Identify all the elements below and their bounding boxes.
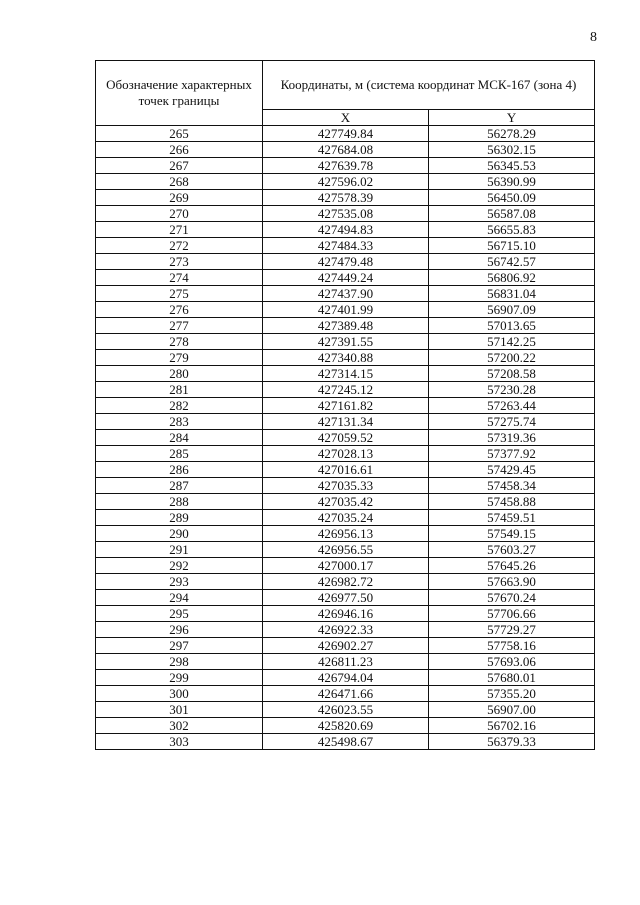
y-coordinate-cell: 56345.53 xyxy=(429,158,595,174)
x-coordinate-cell: 425820.69 xyxy=(263,718,429,734)
table-row xyxy=(96,366,595,382)
point-id-cell: 272 xyxy=(96,238,263,254)
point-id-cell: 287 xyxy=(96,478,263,494)
table-row xyxy=(96,334,595,350)
y-coordinate-cell: 56302.15 xyxy=(429,142,595,158)
table-row xyxy=(96,462,595,478)
x-coordinate-cell: 427391.55 xyxy=(263,334,429,350)
x-coordinate-cell: 427479.48 xyxy=(263,254,429,270)
point-id-cell: 293 xyxy=(96,574,263,590)
point-id-cell: 276 xyxy=(96,302,263,318)
x-coordinate-cell: 427035.33 xyxy=(263,478,429,494)
y-coordinate-cell: 57458.88 xyxy=(429,494,595,510)
point-id-cell: 270 xyxy=(96,206,263,222)
x-coordinate-cell: 426902.27 xyxy=(263,638,429,654)
table-row xyxy=(96,446,595,462)
y-coordinate-cell: 57549.15 xyxy=(429,526,595,542)
point-id-cell: 303 xyxy=(96,734,263,750)
y-coordinate-cell: 56450.09 xyxy=(429,190,595,206)
table-row xyxy=(96,238,595,254)
x-coordinate-cell: 427437.90 xyxy=(263,286,429,302)
table-row xyxy=(96,430,595,446)
x-coordinate-cell: 426471.66 xyxy=(263,686,429,702)
y-coordinate-cell: 56907.00 xyxy=(429,702,595,718)
table-row xyxy=(96,318,595,334)
table-row xyxy=(96,414,595,430)
x-coordinate-cell: 427035.24 xyxy=(263,510,429,526)
y-coordinate-cell: 56715.10 xyxy=(429,238,595,254)
y-coordinate-cell: 57142.25 xyxy=(429,334,595,350)
x-coordinate-cell: 427596.02 xyxy=(263,174,429,190)
y-coordinate-cell: 56390.99 xyxy=(429,174,595,190)
point-id-cell: 285 xyxy=(96,446,263,462)
point-id-cell: 275 xyxy=(96,286,263,302)
x-coordinate-cell: 427000.17 xyxy=(263,558,429,574)
point-id-cell: 280 xyxy=(96,366,263,382)
table-row xyxy=(96,734,595,750)
table-row xyxy=(96,222,595,238)
table-row xyxy=(96,350,595,366)
point-id-cell: 298 xyxy=(96,654,263,670)
point-id-cell: 286 xyxy=(96,462,263,478)
y-coordinate-cell: 56806.92 xyxy=(429,270,595,286)
point-id-cell: 291 xyxy=(96,542,263,558)
point-id-cell: 284 xyxy=(96,430,263,446)
point-id-cell: 292 xyxy=(96,558,263,574)
y-coordinate-cell: 56831.04 xyxy=(429,286,595,302)
y-coordinate-cell: 56379.33 xyxy=(429,734,595,750)
x-coordinate-cell: 426956.13 xyxy=(263,526,429,542)
y-coordinate-cell: 57729.27 xyxy=(429,622,595,638)
table-row xyxy=(96,638,595,654)
table-row xyxy=(96,590,595,606)
y-coordinate-cell: 57355.20 xyxy=(429,686,595,702)
y-coordinate-cell: 57013.65 xyxy=(429,318,595,334)
x-coordinate-cell: 427484.33 xyxy=(263,238,429,254)
x-coordinate-cell: 427494.83 xyxy=(263,222,429,238)
table-row xyxy=(96,142,595,158)
x-coordinate-cell: 425498.67 xyxy=(263,734,429,750)
table-row xyxy=(96,206,595,222)
point-id-cell: 290 xyxy=(96,526,263,542)
y-coordinate-cell: 57200.22 xyxy=(429,350,595,366)
table-row xyxy=(96,174,595,190)
point-id-cell: 299 xyxy=(96,670,263,686)
table-row xyxy=(96,190,595,206)
table-row xyxy=(96,510,595,526)
x-coordinate-cell: 427578.39 xyxy=(263,190,429,206)
table-row xyxy=(96,558,595,574)
y-coordinate-cell: 56587.08 xyxy=(429,206,595,222)
table-row xyxy=(96,606,595,622)
x-coordinate-cell: 427449.24 xyxy=(263,270,429,286)
point-id-cell: 289 xyxy=(96,510,263,526)
y-coordinate-cell: 57758.16 xyxy=(429,638,595,654)
x-coordinate-cell: 427131.34 xyxy=(263,414,429,430)
point-id-cell: 265 xyxy=(96,126,263,142)
point-id-cell: 301 xyxy=(96,702,263,718)
point-id-cell: 266 xyxy=(96,142,263,158)
table-row xyxy=(96,574,595,590)
y-coordinate-cell: 57663.90 xyxy=(429,574,595,590)
point-id-cell: 300 xyxy=(96,686,263,702)
y-coordinate-cell: 57377.92 xyxy=(429,446,595,462)
point-id-cell: 269 xyxy=(96,190,263,206)
x-coordinate-cell: 426794.04 xyxy=(263,670,429,686)
x-coordinate-cell: 426956.55 xyxy=(263,542,429,558)
table-row xyxy=(96,542,595,558)
point-id-cell: 268 xyxy=(96,174,263,190)
table-row xyxy=(96,270,595,286)
page-number: 8 xyxy=(590,30,597,45)
point-id-cell: 274 xyxy=(96,270,263,286)
point-id-cell: 271 xyxy=(96,222,263,238)
table-row xyxy=(96,654,595,670)
table-row xyxy=(96,286,595,302)
y-coordinate-cell: 57670.24 xyxy=(429,590,595,606)
y-coordinate-cell: 57319.36 xyxy=(429,430,595,446)
x-coordinate-cell: 426811.23 xyxy=(263,654,429,670)
table-row xyxy=(96,622,595,638)
table-row xyxy=(96,158,595,174)
table-row xyxy=(96,686,595,702)
point-id-cell: 283 xyxy=(96,414,263,430)
x-coordinate-cell: 427389.48 xyxy=(263,318,429,334)
y-coordinate-cell: 57208.58 xyxy=(429,366,595,382)
y-coordinate-cell: 56655.83 xyxy=(429,222,595,238)
table-row xyxy=(96,382,595,398)
table-row xyxy=(96,478,595,494)
y-coordinate-cell: 57263.44 xyxy=(429,398,595,414)
y-coordinate-cell: 56278.29 xyxy=(429,126,595,142)
y-coordinate-cell: 57275.74 xyxy=(429,414,595,430)
x-coordinate-cell: 426946.16 xyxy=(263,606,429,622)
point-id-cell: 294 xyxy=(96,590,263,606)
x-coordinate-cell: 427016.61 xyxy=(263,462,429,478)
point-id-cell: 279 xyxy=(96,350,263,366)
x-coordinate-cell: 427161.82 xyxy=(263,398,429,414)
x-coordinate-cell: 427314.15 xyxy=(263,366,429,382)
point-id-cell: 273 xyxy=(96,254,263,270)
y-coordinate-cell: 57459.51 xyxy=(429,510,595,526)
x-coordinate-cell: 427340.88 xyxy=(263,350,429,366)
coordinates-table xyxy=(95,60,595,750)
x-coordinate-cell: 427028.13 xyxy=(263,446,429,462)
table-row xyxy=(96,302,595,318)
table-row xyxy=(96,494,595,510)
y-coordinate-cell: 57706.66 xyxy=(429,606,595,622)
y-coordinate-cell: 57680.01 xyxy=(429,670,595,686)
x-coordinate-cell: 427749.84 xyxy=(263,126,429,142)
table-row xyxy=(96,702,595,718)
x-coordinate-cell: 426023.55 xyxy=(263,702,429,718)
table-row xyxy=(96,126,595,142)
y-coordinate-cell: 57458.34 xyxy=(429,478,595,494)
x-coordinate-cell: 427684.08 xyxy=(263,142,429,158)
point-id-cell: 282 xyxy=(96,398,263,414)
y-coordinate-cell: 57429.45 xyxy=(429,462,595,478)
point-id-cell: 278 xyxy=(96,334,263,350)
point-id-cell: 302 xyxy=(96,718,263,734)
x-coordinate-cell: 427245.12 xyxy=(263,382,429,398)
y-coordinate-cell: 56907.09 xyxy=(429,302,595,318)
point-id-cell: 288 xyxy=(96,494,263,510)
x-coordinate-cell: 427401.99 xyxy=(263,302,429,318)
header-x: X xyxy=(263,110,429,126)
point-id-cell: 295 xyxy=(96,606,263,622)
x-coordinate-cell: 426977.50 xyxy=(263,590,429,606)
point-id-cell: 267 xyxy=(96,158,263,174)
x-coordinate-cell: 426922.33 xyxy=(263,622,429,638)
header-coordinates-title: Координаты, м (система координат МСК-167 (зона 4) xyxy=(263,61,595,110)
point-id-cell: 277 xyxy=(96,318,263,334)
x-coordinate-cell: 427059.52 xyxy=(263,430,429,446)
table-row xyxy=(96,398,595,414)
table-row xyxy=(96,526,595,542)
x-coordinate-cell: 426982.72 xyxy=(263,574,429,590)
header-point-label: Обозначение характерных точек границы xyxy=(96,61,263,126)
point-id-cell: 296 xyxy=(96,622,263,638)
header-y: Y xyxy=(429,110,595,126)
point-id-cell: 297 xyxy=(96,638,263,654)
x-coordinate-cell: 427535.08 xyxy=(263,206,429,222)
y-coordinate-cell: 56702.16 xyxy=(429,718,595,734)
y-coordinate-cell: 57645.26 xyxy=(429,558,595,574)
table-body xyxy=(96,126,595,750)
table-row xyxy=(96,254,595,270)
y-coordinate-cell: 57230.28 xyxy=(429,382,595,398)
table-row xyxy=(96,718,595,734)
y-coordinate-cell: 56742.57 xyxy=(429,254,595,270)
point-id-cell: 281 xyxy=(96,382,263,398)
table-row xyxy=(96,670,595,686)
x-coordinate-cell: 427035.42 xyxy=(263,494,429,510)
y-coordinate-cell: 57603.27 xyxy=(429,542,595,558)
x-coordinate-cell: 427639.78 xyxy=(263,158,429,174)
y-coordinate-cell: 57693.06 xyxy=(429,654,595,670)
